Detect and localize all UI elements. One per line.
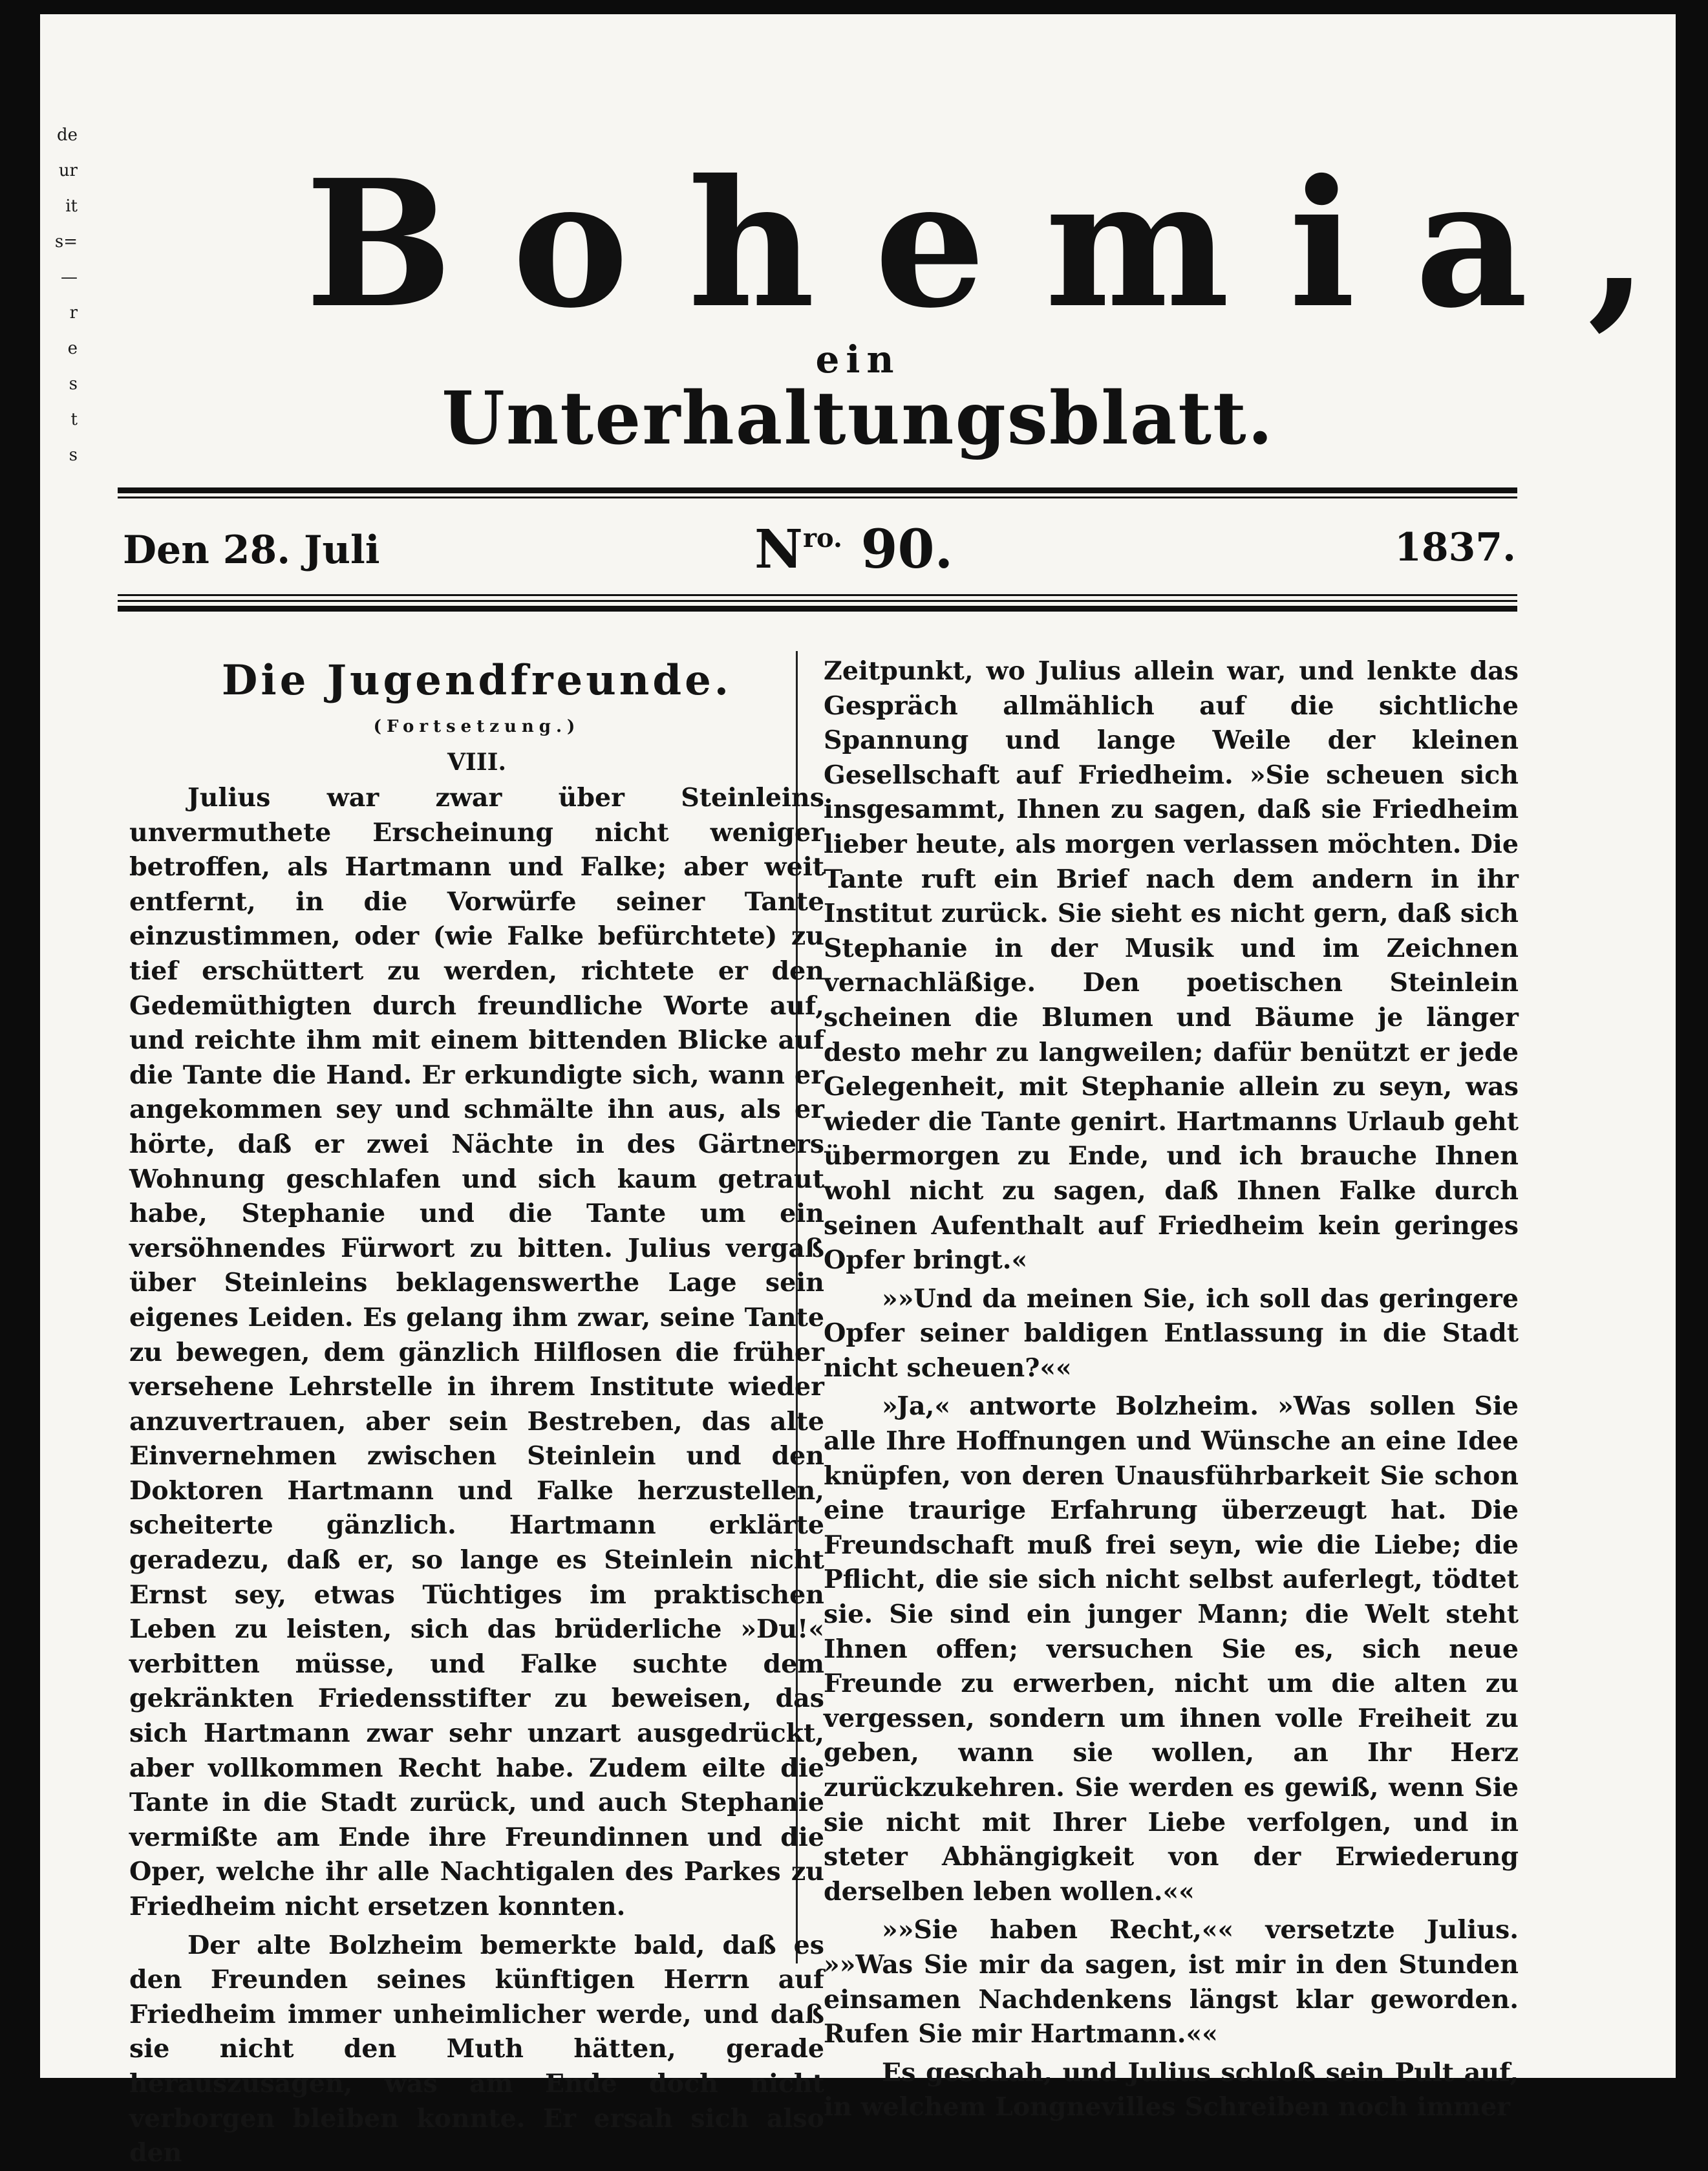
- issue-date: Den 28. Juli: [123, 528, 380, 573]
- fragment-line: it: [65, 197, 78, 216]
- newspaper-page: [40, 14, 1708, 2168]
- fragment-line: ur: [58, 161, 78, 180]
- issue-dateline: [118, 519, 1517, 583]
- masthead-ein: ein: [815, 337, 901, 381]
- fragment-line: e: [67, 339, 78, 358]
- issue-number: [754, 519, 953, 581]
- paragraph: Julius war zwar über Steinleins unvermuthete Erscheinung nicht weniger betroffen, als Hartmann und Falke; aber weit entfernt, in die Vorwürfe seiner Tante einzustimmen, oder (wie Falke befürchtete) zu tief erschüttert zu werden, richtete er den Gedemüthigten durch freundliche Worte auf, und reichte ihm mit einem bittenden Blicke auf die Tante die Hand. Er erkundigte sich, wann er angekommen sey und schmälte ihn aus, als er hörte, daß er zwei Nächte in des Gärtners Wohnung geschlafen und sich kaum getraut habe, Stephanie und die Tante um ein versöhnendes Fürwort zu bitten. Julius vergaß über Steinleins beklagenswerthe Lage sein eigenes Leiden. Es gelang ihm zwar, seine Tante zu bewegen, dem gänzlich Hilflosen die früher versehene Lehrstelle in ihrem Institute wieder anzuvertrauen, aber sein Bestreben, das alte Einvernehmen zwischen Steinlein und den Doktoren Hartmann und Falke herzustellen, scheiterte gänzlich. Hartmann erklärte geradezu, daß er, so lange es Steinlein nicht Ernst sey, etwas Tüchtiges im praktischen Leben zu leisten, sich das brüderliche »Du!« verbitten müsse, und Falke suchte dem gekränkten Friedensstifter zu beweisen, das sich Hartmann zwar sehr unzart ausgedrückt, aber vollkommen Recht habe. Zudem eilte die Tante in die Stadt zurück, und auch Stephanie vermißte am Ende ihre Freundinnen und die Oper, welche ihr alle Nachtigalen des Parkes zu Friedheim nicht ersetzen konnten.: [129, 783, 824, 1921]
- article-title: Die Jugendfreunde.: [221, 656, 732, 705]
- paragraph: »»Und da meinen Sie, ich soll das geringere Opfer seiner baldigen Entlassung in die Stadt nicht scheuen?««: [824, 1283, 1519, 1383]
- dateline-rule-thick: [118, 606, 1517, 612]
- paragraph: Es geschah, und Julius schloß sein Pult auf, in welchem Longnevilles Schreiben noch immer: [824, 2057, 1519, 2123]
- masthead-subtitle: Unterhaltungsblatt.: [442, 376, 1274, 461]
- issue-number-prefix: N: [754, 519, 803, 581]
- chapter-heading: VIII.: [447, 749, 506, 776]
- fragment-line: s: [69, 374, 78, 394]
- left-column: [129, 654, 824, 2171]
- right-column: [824, 654, 1519, 2125]
- issue-year: 1837.: [1394, 525, 1516, 570]
- article-continuation: (Fortsetzung.): [373, 717, 581, 736]
- masthead-rule-thick: [118, 487, 1517, 493]
- paragraph: Der alte Bolzheim bemerkte bald, daß es den Freunden seines künftigen Herrn auf Friedheim immer unheimlicher werde, und daß sie nicht den Muth hätten, gerade herauszusagen, was am Ende doch nicht verborgen bleiben konnte. Er ersah sich also den: [129, 1930, 824, 2168]
- fragment-line: r: [69, 303, 78, 323]
- paragraph: Zeitpunkt, wo Julius allein war, und lenkte das Gespräch allmählich auf die sichtliche Spannung und lange Weile der kleinen Gesellschaft auf Friedheim. »Sie scheuen sich insgesammt, Ihnen zu sagen, daß sie Friedheim lieber heute, als morgen verlassen möchten. Die Tante ruft ein Brief nach dem andern in ihr Institut zurück. Sie sieht es nicht gern, daß sich Stephanie in der Musik und im Zeichnen vernachläßige. Den poetischen Steinlein scheinen die Blumen und Bäume je länger desto mehr zu langweilen; dafür benützt er jede Gelegenheit, mit Stephanie allein zu seyn, was wieder die Tante genirt. Hartmanns Urlaub geht übermorgen zu Ende, und ich brauche Ihnen wohl nicht zu sagen, daß Ihnen Falke durch seinen Aufenthalt auf Friedheim kein geringes Opfer bringt.«: [824, 656, 1519, 1276]
- paragraph: »»Sie haben Recht,«« versetzte Julius. »»Was Sie mir da sagen, ist mir in den Stunden einsamen Nachdenkens längst klar geworden. Rufen Sie mir Hartmann.««: [824, 1915, 1519, 2049]
- masthead-title: Bohemia,: [305, 141, 1708, 347]
- masthead-rule-thin: [118, 497, 1517, 498]
- fragment-line: —: [61, 268, 78, 287]
- issue-number-value: 90.: [860, 519, 954, 581]
- paragraph: »Ja,« antworte Bolzheim. »Was sollen Sie alle Ihre Hoffnungen und Wünsche an eine Idee knüpfen, von deren Unausführbarkeit Sie schon eine traurige Erfahrung überzeugt hat. Die Freundschaft muß frei seyn, wie die Liebe; die Pflicht, die sie sich nicht selbst auferlegt, tödtet sie. Sie sind ein junger Mann; die Welt steht Ihnen offen; versuchen Sie es, sich neue Freunde zu erwerben, nicht um die alten zu vergessen, sondern um ihnen volle Freiheit zu geben, wann sie wollen, an Ihr Herz zurückzukehren. Sie werden es gewiß, wenn Sie sie nicht mit Ihrer Liebe verfolgen, und in steter Abhängigkeit von der Erwiederung derselben leben wollen.««: [824, 1391, 1519, 1907]
- dateline-rule-thin-1: [118, 594, 1517, 596]
- dateline-rule-thin-2: [118, 600, 1517, 602]
- fragment-line: s: [69, 445, 78, 465]
- issue-number-sup: ro.: [802, 523, 842, 553]
- fragment-line: s=: [54, 232, 78, 251]
- fragment-line: de: [56, 125, 78, 145]
- fragment-line: t: [70, 410, 78, 429]
